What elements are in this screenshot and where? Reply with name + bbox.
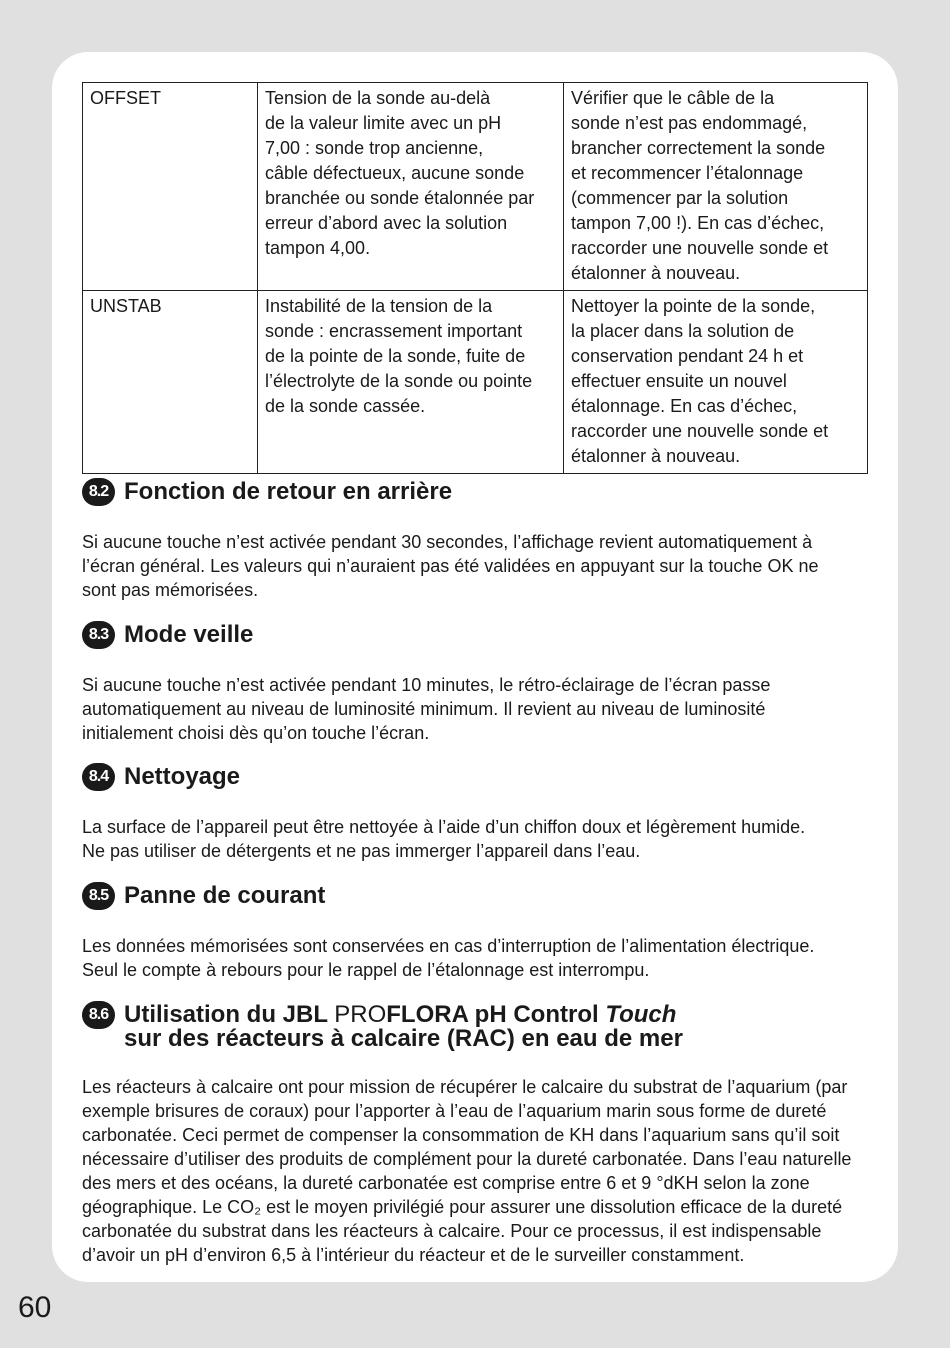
section-title [124, 1003, 683, 1051]
section-heading [82, 623, 868, 649]
section-number-badge: 8.6 [82, 1001, 115, 1029]
section-title: Fonction de retour en arrière [124, 478, 453, 505]
section-number-badge: 8.5 [82, 882, 115, 910]
section-body: Si aucune touche n’est activée pendant 10 minutes, le rétro-éclairage de l’écran passe automatiquement au niveau de luminosité minimum. Il revient au niveau de luminosité initialement choisi dès qu’on touche l’écran. [82, 675, 771, 743]
error-code-cell: OFFSET [83, 83, 258, 291]
title-brand-part: PRO [334, 1001, 387, 1028]
page-number: 60 [18, 1291, 52, 1324]
section-body: Les réacteurs à calcaire ont pour mission de récupérer le calcaire du substrat de l’aquarium (par exemple brisures de coraux) pour l’apporter à l’eau de l’aquarium marin sous forme de dureté carbonatée. Ceci permet de compenser la consommation de KH dans l’aquarium sans qu’il soit nécessaire d’utiliser des produits de complément pour la dureté carbonatée. Dans l’eau naturelle des mers et des océans, la dureté carbonatée est comprise entre 6 et 9 °dKH selon la zone géographique. Le CO₂ est le moyen privilégié pour assurer une dissolution efficace de la dureté carbonatée du substrat dans les réacteurs à calcaire. Pour ce processus, il est indispensable d’avoir un pH d’environ 6,5 à l’intérieur du réacteur et de le surveiller constamment. [82, 1077, 852, 1265]
remedy-cell: Nettoyer la pointe de la sonde, la placer dans la solution de conservation pendant 24 h et effectuer ensuite un nouvel étalonnage. En cas d’échec, raccorder une nouvelle sonde et étalonner à nouveau. [564, 291, 868, 474]
section-power-failure [82, 884, 868, 982]
section-number-badge: 8.4 [82, 763, 115, 791]
section-body: Les données mémorisées sont conservées en cas d’interruption de l’alimentation électrique. Seul le compte à rebours pour le rappel de l’étalonnage est interrompu. [82, 936, 815, 980]
section-title: Panne de courant [124, 882, 326, 909]
section-title: Mode veille [124, 621, 254, 648]
table-row [83, 83, 868, 291]
table-row [83, 291, 868, 474]
section-standby-mode [82, 623, 868, 745]
section-heading [82, 1003, 868, 1051]
section-number-badge: 8.2 [82, 478, 115, 506]
section-body: Si aucune touche n’est activée pendant 30 secondes, l’affichage revient automatiquement à l’écran général. Les valeurs qui n’auraient pas été validées en appuyant sur la touche OK ne sont pas mémorisées. [82, 532, 819, 600]
title-italic-part: Touch [605, 1001, 677, 1028]
section-cleaning [82, 765, 868, 863]
error-code-cell: UNSTAB [83, 291, 258, 474]
section-heading [82, 480, 868, 506]
section-body: La surface de l’appareil peut être nettoyée à l’aide d’un chiffon doux et légèrement humide. Ne pas utiliser de détergents et ne pas immerger l’appareil dans l’eau. [82, 817, 806, 861]
title-part: sur des réacteurs à calcaire (RAC) en eau de mer [124, 1025, 683, 1052]
remedy-cell: Vérifier que le câble de la sonde n’est pas endommagé, brancher correctement la sonde et recommencer l’étalonnage (commencer par la solution tampon 7,00 !). En cas d’échec, raccorder une nouvelle sonde et étalonner à nouveau. [564, 83, 868, 291]
cause-cell: Instabilité de la tension de la sonde : encrassement important de la pointe de la sonde, fuite de l’électrolyte de la sonde ou pointe de la sonde cassée. [258, 291, 564, 474]
troubleshooting-table [82, 82, 868, 474]
section-title: Nettoyage [124, 763, 241, 790]
section-calcium-reactor [82, 1003, 868, 1267]
section-return-function [82, 480, 868, 602]
section-heading [82, 884, 868, 910]
section-number-badge: 8.3 [82, 621, 115, 649]
title-part: FLORA pH Control [386, 1001, 606, 1028]
title-part: Utilisation du JBL [124, 1001, 335, 1028]
cause-cell: Tension de la sonde au-delà de la valeur limite avec un pH 7,00 : sonde trop ancienne, câble défectueux, aucune sonde branchée ou sonde étalonnée par erreur d’abord avec la solution tampon 4,00. [258, 83, 564, 291]
section-heading [82, 765, 868, 791]
